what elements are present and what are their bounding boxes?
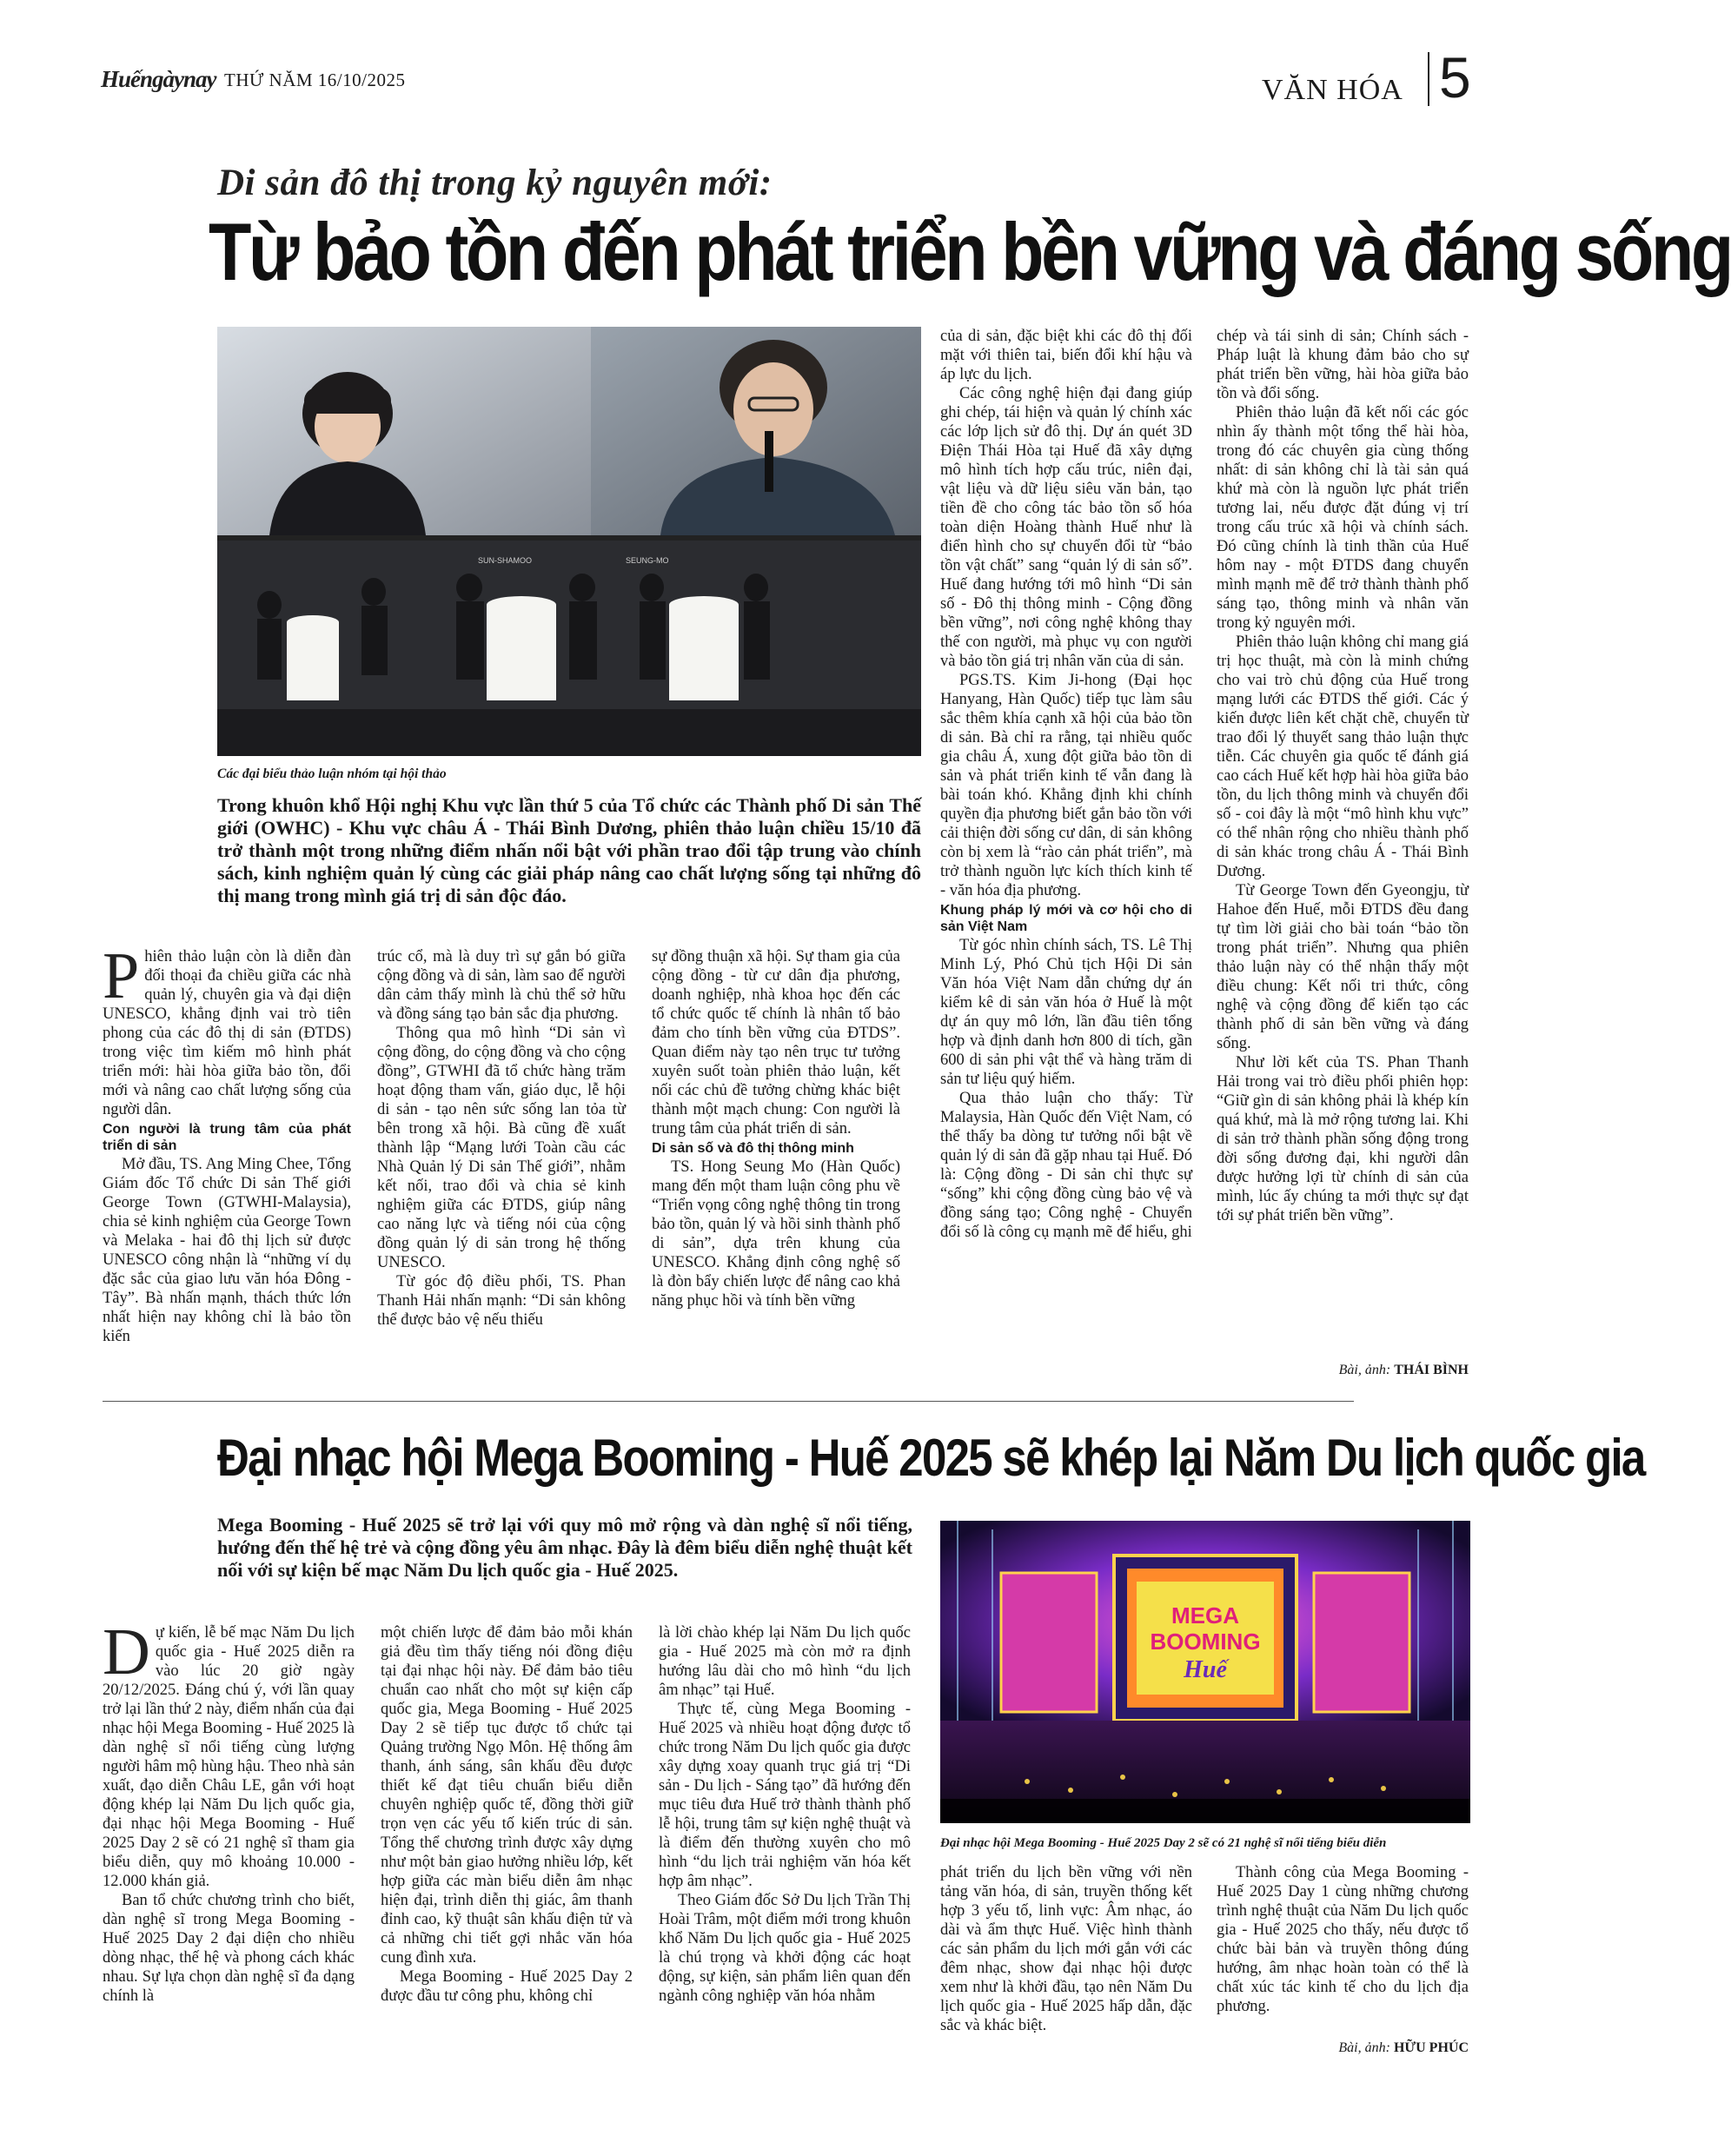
article2-col5-paragraph-1: Thành công của Mega Booming - Huế 2025 Day 1 cùng những chương trình nghệ thuật của Năm Du lịch quốc gia - Huế 2025 cho thấy, nếu được tổ chức bài bản và truyền thông đúng hướng, âm nhạc hoàn toàn có thể là chất xúc tác kinh tế cho du lịch địa phương. [1217,1864,1469,2015]
article1-kicker: Di sản đô thị trong kỷ nguyên mới: [217,163,773,203]
subheading-di-san-so: Di sản số và đô thị thông minh [652,1141,854,1156]
article2-column-5 [1217,1863,1469,2016]
article1-col4-paragraph-1: của di sản, đặc biệt khi các đô thị đối mặt với thiên tai, biến đổi khí hậu và áp lực du lịch. [940,328,1192,383]
article1-col2-paragraph-3: Từ góc độ điều phối, TS. Phan Thanh Hải nhấn mạnh: “Di sản không thể được bảo vệ nếu thiếu [377,1273,626,1329]
article1-column-1 [103,939,351,1346]
byline-label: Bài, ảnh: [1338,1363,1391,1377]
article1-col4-paragraph-5: Qua thảo luận cho thấy: Từ Malaysia, Hàn Quốc đến Việt Nam, có thể thấy ba dòng tư tưởng nổi bật về quản lý di sản đã gặp nhau tại Huế. Đó là: Cộng đồng - Di sản chỉ thực sự “sống” khi cộng đồng cùng bảo vệ và đồng sáng tạo; Công nghệ - Chuyển đổi số là công cụ mạnh mẽ để hiểu, ghi [940,1090,1192,1241]
masthead [0,0,1566,113]
article1-photo [217,327,921,756]
article2-col2-paragraph-2: Mega Booming - Huế 2025 Day 2 được đầu tư công phu, không chỉ [381,1968,633,2005]
byline-label: Bài, ảnh: [1338,2040,1390,2055]
article1-col5-paragraph-3: Phiên thảo luận không chỉ mang giá trị học thuật, mà còn là minh chứng cho vai trò chủ động của Huế trong mạng lưới các ĐTDS thế giới. Các ý kiến được liên kết chặt chẽ, chuyển từ trao đổi lý thuyết sang thảo luận thực tiễn. Các chuyên gia quốc tế đánh giá cao cách Huế kết hợp hài hòa giữa bảo tồn, du lịch thông minh và chuyển đổi số - coi đây là một “mô hình khu vực” có thể nhân rộng cho nhiều thành phố di sản khác trong châu Á - Thái Bình Dương. [1217,634,1469,880]
byline-author: THÁI BÌNH [1394,1363,1469,1377]
article1-col5-paragraph-5: Như lời kết của TS. Phan Thanh Hải trong vai trò điều phối phiên họp: “Giữ gìn di sản không phải là khép kín quá khứ, mà là mở rộng tương lai. Khi di sản trở thành phần sống động trong đời sống đương đại, khi người dân được hưởng lợi từ chính di sản của mình, lúc ấy chúng ta mới thực sự đạt tới sự phát triển bền vững”. [1217,1054,1469,1224]
subheading-nguoi-la-trung-tam: Con người là trung tâm của phát triển di sản [103,1122,351,1153]
article-separator [103,1401,1354,1402]
article1-col3-paragraph-1: sự đồng thuận xã hội. Sự tham gia của cộng đồng - từ cư dân địa phương, doanh nghiệp, nhà khoa học đến các tổ chức quốc tế chính là nhân tố bảo đảm cho tính bền vững của ĐTDS”. Quan điểm này tạo nên trục tư tưởng xuyên suốt toàn phiên thảo luận, kết nối các chủ đề tưởng chừng khác biệt thành một mạch chung: Con người là trung tâm của phát triển di sản. [652,948,900,1138]
article1-col2-paragraph-1: trúc cổ, mà là duy trì sự gắn bó giữa cộng đồng và di sản, làm sao để người dân cảm thấy mình là chủ thể sở hữu và đồng sáng tạo bản sắc địa phương. [377,948,626,1023]
drop-cap: D [103,1615,150,1688]
article1-col1-paragraph-2: Mở đầu, TS. Ang Ming Chee, Tổng Giám đốc Tổ chức Di sản Thế giới George Town (GTWHI-Malaysia), chia sẻ kinh nghiệm của George Town và Melaka - hai đô thị lịch sử được UNESCO công nhận là “những ví dụ đặc sắc của giao lưu văn hóa Đông - Tây”. Bà nhấn mạnh, thách thức lớn nhất hiện nay không chỉ là bảo tồn kiến [103,1156,351,1345]
article1-col2-paragraph-2: Thông qua mô hình “Di sản vì cộng đồng, do cộng đồng và cho cộng đồng”, GTWHI đã tổ chức hàng trăm hoạt động tham vấn, giáo dục, lễ hội di sản - tạo nên sức sống lan tỏa từ bên trong xã hội. Bà cũng đề xuất thành lập “Mạng lưới Toàn cầu các Nhà Quản lý Di sản Thế giới”, nhằm kết nối, trao đổi và chia sẻ kinh nghiệm giữa các ĐTDS, giúp nâng cao năng lực và tiếng nói của cộng đồng quản lý di sản trong hệ thống UNESCO. [377,1025,626,1271]
article1-column-2 [377,947,626,1330]
article2-col1-paragraph-1: Dự kiến, lễ bế mạc Năm Du lịch quốc gia - Huế 2025 diễn ra vào lúc 20 giờ ngày 20/12/2025. Đáng chú ý, với lần quay trở lại lần thứ 2 này, điểm nhấn của đại nhạc hội Mega Booming - Huế 2025 là dàn nghệ sĩ nổi tiếng cùng lượng người hâm mộ hùng hậu. Theo nhà sản xuất, đạo diễn Châu LE, gắn với hoạt động khép lại Năm Du lịch quốc gia, đại nhạc hội Mega Booming - Huế 2025 Day 2 sẽ có 21 nghệ sĩ tham gia biểu diễn, quy mô khoảng 10.000 - 12.000 khán giả. [103,1615,355,1890]
article2-col3-paragraph-2: Thực tế, cùng Mega Booming - Huế 2025 và nhiều hoạt động được tổ chức trong Năm Du lịch quốc gia được xây dựng xoay quanh trục giá trị “Di sản - Du lịch - Sáng tạo” đã hướng đến mục tiêu đưa Huế trở thành thành phố lễ hội, trung tâm sự kiện nghệ thuật và là điểm đến thường xuyên cho mô hình “du lịch trải nghiệm văn hóa kết hợp âm nhạc”. [659,1701,911,1890]
newspaper-logo: Huếngàynay [101,66,216,92]
article1-column-4 [940,327,1192,1242]
article1-col3-paragraph-2: TS. Hong Seung Mo (Hàn Quốc) mang đến một tham luận công phu về “Triển vọng công nghệ thông tin trong bảo tồn, quản lý và hồi sinh thành phố di sản”, dựa trên khung của UNESCO. Khẳng định công nghệ số là đòn bẩy chiến lược để nâng cao khả năng phục hồi và tính bền vững [652,1158,900,1310]
article1-headline: Từ bảo tồn đến phát triển bền vững và đáng sống [209,206,1731,297]
article1-lead: Trong khuôn khổ Hội nghị Khu vực lần thứ 5 của Tổ chức các Thành phố Di sản Thế giới (OWHC) - Khu vực châu Á - Thái Bình Dương, phiên thảo luận chiều 15/10 đã trở thành một trong những điểm nhấn nổi bật với phần trao đổi tập trung vào chính sách, kinh nghiệm quản lý cùng các giải pháp nâng cao chất lượng sống tại những đô thị mang trong mình giá trị di sản độc đáo. [217,794,921,906]
section-name: VĂN HÓA [1262,74,1403,106]
byline-author: HỮU PHÚC [1393,2040,1469,2055]
article2-column-1 [103,1615,355,2006]
article2-col4-paragraph-1: phát triển du lịch bền vững với nền tảng văn hóa, di sản, truyền thống kết hợp 3 yếu tố, linh vực: Âm nhạc, áo dài và ẩm thực Huế. Việc hình thành các sản phẩm du lịch mới gắn với các đêm nhạc, show đại nhạc hội được xem như là khởi đầu, tạo nên Năm Du lịch quốc gia - Huế 2025 hấp dẫn, đặc sắc và khác biệt. [940,1864,1192,2034]
article2-headline: Đại nhạc hội Mega Booming - Huế 2025 sẽ khép lại Năm Du lịch quốc gia [217,1429,1645,1487]
article2-column-3 [659,1623,911,2006]
article2-photo [940,1521,1470,1823]
article2-col3-paragraph-3: Theo Giám đốc Sở Du lịch Trần Thị Hoài Trâm, một điểm mới trong khuôn khổ Năm Du lịch quốc gia - Huế 2025 là chú trọng và khởi động các hoạt động, sự kiện, sản phẩm liên quan đến ngành công nghiệp văn hóa nhằm [659,1892,911,2005]
article2-col2-paragraph-1: một chiến lược để đảm bảo mỗi khán giả đều tìm thấy tiếng nói đồng điệu tại đại nhạc hội này. Để đảm bảo tiêu chuẩn cao nhất cho một sự kiện cấp quốc gia, Mega Booming - Huế 2025 Day 2 sẽ tiếp tục được tổ chức tại Quảng trường Ngọ Môn. Hệ thống âm thanh, ánh sáng, sân khấu đều được thiết kế đạt tiêu chuẩn biểu diễn chuyên nghiệp quốc tế, đồng thời giữ trọn vẹn các yếu tố kiến trúc di sản. Tổng thể chương trình được xây dựng như một bản giao hưởng nhiều lớp, kết hợp giữa các màn biểu diễn âm nhạc hiện đại, trình diễn thị giác, âm thanh đỉnh cao, kỹ thuật sân khấu điện tử và cả những chi tiết gợi nhắc văn hóa cung đình xưa. [381,1624,633,1967]
article2-col3-paragraph-1: là lời chào khép lại Năm Du lịch quốc gia - Huế 2025 mà còn mở ra định hướng lâu dài cho mô hình “du lịch âm nhạc” tại Huế. [659,1624,911,1699]
section-divider [1428,52,1429,106]
subheading-khung-phap-ly: Khung pháp lý mới và cơ hội cho di sản Việt Nam [940,903,1192,934]
article1-col4-paragraph-3: PGS.TS. Kim Ji-hong (Đại học Hanyang, Hàn Quốc) tiếp tục làm sâu sắc thêm khía cạnh xã hội của bảo tồn di sản. Bà chỉ ra rằng, tại nhiều quốc gia châu Á, xung đột giữa bảo tồn di sản và phát triển kinh tế vẫn đang là bài toán khó. Khẳng định khi chính quyền địa phương biết gắn bảo tồn với cải thiện đời sống cư dân, di sản không còn bị xem là “rào cản phát triển”, mà trở thành nguồn lực kích thích kinh tế - văn hóa địa phương. [940,672,1192,899]
article1-byline [1217,1363,1469,1378]
article2-byline [1217,2040,1469,2056]
article1-col5-paragraph-4: Từ George Town đến Gyeongju, từ Hahoe đến Huế, mỗi ĐTDS đều đang tự tìm lời giải cho bài toán “bảo tồn trong phát triển”. Nhưng qua phiên thảo luận này có thể nhận thấy một điều chung: Kết nối tri thức, công nghệ và cộng đồng để kiến tạo các thành phố di sản bền vững và đáng sống. [1217,882,1469,1052]
article1-col5-paragraph-1: chép và tái sinh di sản; Chính sách - Pháp luật là khung đảm bảo cho sự phát triển bền vững, hài hòa giữa bảo tồn và đổi sống. [1217,328,1469,402]
article1-col4-paragraph-2: Các công nghệ hiện đại đang giúp ghi chép, tái hiện và quản lý chính xác các lớp lịch sử đô thị. Dự án quét 3D Điện Thái Hòa tại Huế đã xây dựng mô hình tích hợp cấu trúc, niên đại, vật liệu và dữ liệu siêu văn bản, tạo tiền đề cho công tác bảo tồn số hóa toàn diện Hoàng thành Huế như là điển hình cho sự chuyển đổi từ “bảo tồn vật chất” sang “quản lý di sản số”. Huế đang hướng tới mô hình “Di sản số - Đô thị thông minh - Cộng đồng bền vững”, nơi công nghệ không thay thế con người, mà phục vụ con người và bảo tồn giá trị nhân văn của di sản. [940,385,1192,670]
article1-column-5 [1217,327,1469,1225]
article1-column-3 [652,947,900,1310]
photo-logo-mega: MEGA [1171,1602,1239,1629]
issue-date: THỨ NĂM 16/10/2025 [224,70,406,90]
article2-column-2 [381,1623,633,2006]
article1-col1-paragraph-1: Phiên thảo luận còn là diễn đàn đối thoại đa chiều giữa các nhà quản lý, chuyên gia và đại diện UNESCO, khẳng định vai trò tiên phong của các đô thị di sản (ĐTDS) trong việc tìm kiếm mô hình phát triển mới: hài hòa giữa bảo tồn, đổi mới và nâng cao chất lượng sống của người dân. [103,939,351,1118]
page-number: 5 [1439,45,1471,109]
article1-col4-paragraph-4: Từ góc nhìn chính sách, TS. Lê Thị Minh Lý, Phó Chủ tịch Hội Di sản Văn hóa Việt Nam dẫn chứng dự án kiểm kê di sản văn hóa ở Huế là một dự án quy mô lớn, lần đầu tiên tổng hợp và định danh hơn 800 di tích, gần 600 di sản phi vật thể và hàng trăm di sản tư liệu quý hiếm. [940,937,1192,1088]
article2-photo-caption: Đại nhạc hội Mega Booming - Huế 2025 Day 2 sẽ có 21 nghệ sĩ nổi tiếng biểu diễn [940,1836,1387,1850]
article1-col5-paragraph-2: Phiên thảo luận đã kết nối các góc nhìn ấy thành một tổng thể hài hòa, trong đó các chuyên gia cùng thống nhất: di sản không chỉ là tài sản quá khứ mà còn là nguồn lực phát triển tương lai, nếu được đặt đúng vị trí trong cấu trúc xã hội và chính sách. Đó cũng chính là tinh thần của Huế hôm nay - một ĐTDS đang chuyển mình mạnh mẽ để trở thành thành phố sáng tạo, thông minh và nhân văn trong kỷ nguyên mới. [1217,404,1469,632]
photo-screen-label-left: SUN-SHAMOO [478,556,533,565]
photo-logo-hue: Huế [1184,1656,1227,1683]
drop-cap: P [103,939,140,1012]
article2-col1-paragraph-2: Ban tổ chức chương trình cho biết, dàn nghệ sĩ trong Mega Booming - Huế 2025 Day 2 đại diện cho nhiều dòng nhạc, thế hệ và phong cách khác nhau. Sự lựa chọn dàn nghệ sĩ đa dạng chính là [103,1892,355,2005]
photo-logo-booming: BOOMING [1150,1629,1261,1655]
article1-photo-caption: Các đại biểu thảo luận nhóm tại hội thảo [217,766,447,781]
photo-screen-label-mid: SEUNG-MO [626,556,669,565]
article2-lead: Mega Booming - Huế 2025 sẽ trở lại với quy mô mở rộng và dàn nghệ sĩ nổi tiếng, hướng đến thế hệ trẻ và cộng đồng yêu âm nhạc. Đây là đêm biểu diễn nghệ thuật kết nối với sự kiện bế mạc Năm Du lịch quốc gia - Huế 2025. [217,1514,912,1581]
article2-column-4 [940,1863,1192,2035]
